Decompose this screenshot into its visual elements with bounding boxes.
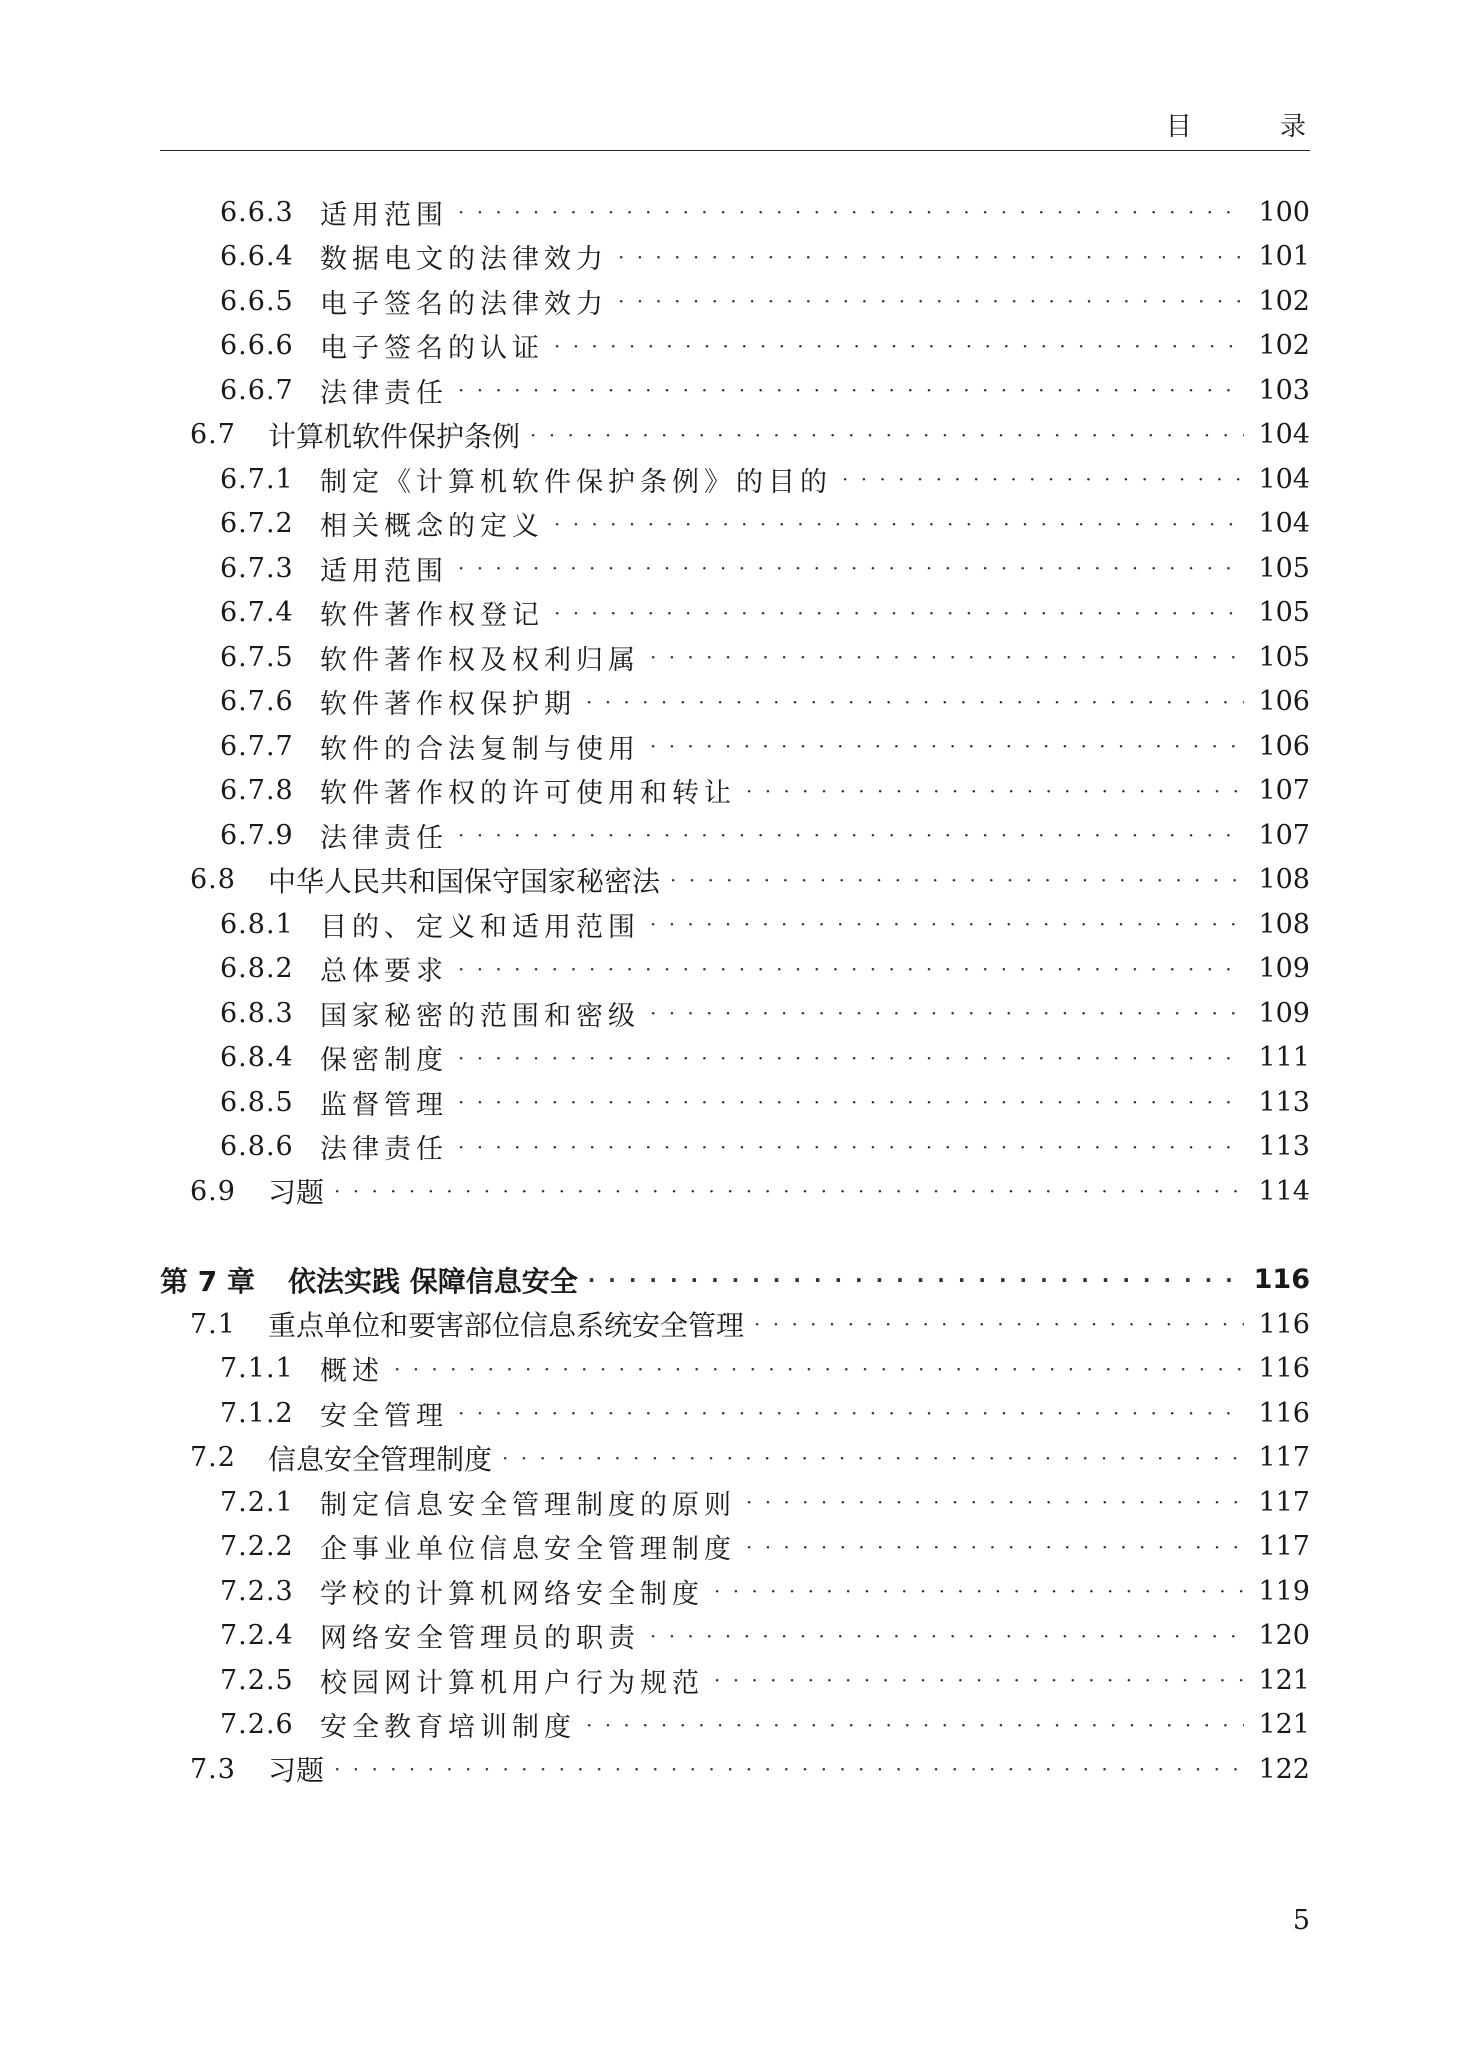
toc-entry-page: 109 <box>1258 953 1310 985</box>
dot-leader <box>458 378 1244 402</box>
toc-entry-title: 信息安全管理制度 <box>268 1442 493 1476</box>
toc-entry-title: 概述 <box>320 1356 384 1388</box>
toc-subsection-entry[interactable] <box>160 368 1310 413</box>
toc-subsection-entry[interactable] <box>160 680 1310 725</box>
toc-entry-title: 适用范围 <box>320 555 448 587</box>
toc-subsection-entry[interactable] <box>160 1614 1310 1659</box>
toc-subsection-entry[interactable] <box>160 1080 1310 1125</box>
table-of-contents <box>160 190 1310 1792</box>
toc-entry-page: 121 <box>1258 1664 1310 1696</box>
toc-section-entry[interactable] <box>160 1436 1310 1481</box>
toc-entry-page: 105 <box>1258 552 1310 584</box>
toc-subsection-entry[interactable] <box>160 1525 1310 1570</box>
toc-entry-number: 7.2 <box>190 1442 236 1474</box>
toc-entry-title: 监督管理 <box>320 1089 448 1121</box>
toc-entry-page: 104 <box>1258 463 1310 495</box>
toc-subsection-entry[interactable] <box>160 1480 1310 1525</box>
toc-entry-number: 6.7 <box>190 419 236 451</box>
dot-leader <box>746 779 1244 803</box>
dot-leader <box>714 1579 1244 1603</box>
toc-entry-page: 104 <box>1258 508 1310 540</box>
toc-entry-title: 中华人民共和国保守国家秘密法 <box>268 864 661 898</box>
toc-entry-number: 6.8 <box>190 864 236 896</box>
toc-entry-title: 网络安全管理员的职责 <box>320 1623 640 1655</box>
toc-entry-number: 6.6.6 <box>220 330 294 362</box>
toc-entry-number: 6.7.3 <box>220 552 294 584</box>
toc-entry-number: 7.2.4 <box>220 1620 294 1652</box>
dot-leader <box>746 1535 1244 1559</box>
toc-entry-number: 第 7 章 <box>160 1264 255 1298</box>
toc-entry-page: 107 <box>1258 819 1310 851</box>
toc-entry-page: 122 <box>1258 1753 1310 1785</box>
dot-leader <box>586 1713 1244 1737</box>
toc-section-entry[interactable] <box>160 1302 1310 1347</box>
dot-leader <box>650 1624 1244 1648</box>
toc-entry-page: 105 <box>1258 641 1310 673</box>
toc-entry-title: 学校的计算机网络安全制度 <box>320 1578 704 1610</box>
dot-leader <box>670 868 1244 892</box>
toc-subsection-entry[interactable] <box>160 635 1310 680</box>
toc-entry-page: 117 <box>1258 1531 1310 1563</box>
toc-entry-title: 软件的合法复制与使用 <box>320 733 640 765</box>
dot-leader <box>458 1090 1244 1114</box>
toc-subsection-entry[interactable] <box>160 724 1310 769</box>
toc-entry-title: 相关概念的定义 <box>320 511 544 543</box>
dot-leader <box>530 423 1244 447</box>
toc-entry-number: 7.2.5 <box>220 1664 294 1696</box>
toc-entry-page: 117 <box>1258 1486 1310 1518</box>
toc-entry-number: 6.7.9 <box>220 819 294 851</box>
toc-entry-page: 121 <box>1258 1709 1310 1741</box>
toc-subsection-entry[interactable] <box>160 1036 1310 1081</box>
dot-leader <box>458 1046 1244 1070</box>
toc-entry-number: 6.7.1 <box>220 463 294 495</box>
toc-subsection-entry[interactable] <box>160 1703 1310 1748</box>
toc-subsection-entry[interactable] <box>160 324 1310 369</box>
toc-section-entry[interactable] <box>160 858 1310 903</box>
dot-leader <box>650 734 1244 758</box>
dot-leader <box>458 1135 1244 1159</box>
toc-subsection-entry[interactable] <box>160 1569 1310 1614</box>
dot-leader <box>842 467 1244 491</box>
toc-section-entry[interactable] <box>160 1747 1310 1792</box>
dot-leader <box>754 1312 1244 1336</box>
toc-entry-title: 习题 <box>268 1754 325 1788</box>
toc-entry-number: 6.8.4 <box>220 1042 294 1074</box>
toc-entry-title: 总体要求 <box>320 956 448 988</box>
toc-subsection-entry[interactable] <box>160 902 1310 947</box>
toc-entry-number: 6.7.7 <box>220 730 294 762</box>
toc-entry-number: 7.3 <box>190 1753 236 1785</box>
dot-leader <box>554 334 1244 358</box>
running-header <box>160 104 1346 151</box>
toc-part-2 <box>160 1302 1310 1792</box>
toc-entry-title: 法律责任 <box>320 377 448 409</box>
page-number: 5 <box>1292 1905 1310 1936</box>
toc-entry-title: 目的、定义和适用范围 <box>320 911 640 943</box>
toc-entry-page: 106 <box>1258 730 1310 762</box>
toc-entry-number: 7.2.1 <box>220 1486 294 1518</box>
toc-entry-number: 7.2.6 <box>220 1709 294 1741</box>
toc-entry-title: 软件著作权保护期 <box>320 689 576 721</box>
dot-leader <box>458 957 1244 981</box>
toc-entry-page: 113 <box>1258 1086 1310 1118</box>
toc-subsection-entry[interactable] <box>160 813 1310 858</box>
toc-entry-number: 6.9 <box>190 1175 236 1207</box>
toc-entry-page: 116 <box>1258 1308 1310 1340</box>
toc-entry-number: 6.7.2 <box>220 508 294 540</box>
toc-subsection-entry[interactable] <box>160 1125 1310 1170</box>
toc-entry-title: 软件著作权登记 <box>320 600 544 632</box>
dot-leader <box>394 1357 1244 1381</box>
toc-entry-title: 企事业单位信息安全管理制度 <box>320 1534 736 1566</box>
toc-entry-title: 计算机软件保护条例 <box>268 419 521 453</box>
toc-subsection-entry[interactable] <box>160 190 1310 235</box>
toc-entry-page: 102 <box>1258 285 1310 317</box>
toc-section-entry[interactable] <box>160 413 1310 458</box>
toc-entry-number: 6.7.4 <box>220 597 294 629</box>
toc-entry-page: 102 <box>1258 330 1310 362</box>
toc-entry-page: 116 <box>1253 1264 1310 1296</box>
header-title: 目 录 <box>1165 112 1346 142</box>
toc-entry-title: 电子签名的法律效力 <box>320 288 608 320</box>
dot-leader <box>334 1179 1244 1203</box>
toc-entry-page: 100 <box>1258 196 1310 228</box>
toc-entry-page: 106 <box>1258 686 1310 718</box>
toc-entry-page: 116 <box>1258 1397 1310 1429</box>
toc-entry-title: 软件著作权及权利归属 <box>320 644 640 676</box>
dot-leader <box>458 1401 1244 1425</box>
toc-subsection-entry[interactable] <box>160 591 1310 636</box>
toc-entry-title: 制定信息安全管理制度的原则 <box>320 1489 736 1521</box>
dot-leader <box>554 601 1244 625</box>
toc-entry-number: 6.6.4 <box>220 241 294 273</box>
toc-subsection-entry[interactable] <box>160 1347 1310 1392</box>
dot-leader <box>650 912 1244 936</box>
toc-subsection-entry[interactable] <box>160 457 1310 502</box>
toc-entry-number: 6.8.1 <box>220 908 294 940</box>
toc-subsection-entry[interactable] <box>160 1391 1310 1436</box>
toc-entry-title: 习题 <box>268 1176 325 1210</box>
toc-entry-number: 6.6.3 <box>220 196 294 228</box>
dot-leader <box>650 1001 1244 1025</box>
toc-entry-title: 安全管理 <box>320 1400 448 1432</box>
toc-subsection-entry[interactable] <box>160 235 1310 280</box>
dot-leader <box>458 823 1244 847</box>
toc-entry-page: 104 <box>1258 419 1310 451</box>
toc-entry-title: 制定《计算机软件保护条例》的目的 <box>320 466 832 498</box>
toc-entry-title: 法律责任 <box>320 822 448 854</box>
toc-entry-page: 101 <box>1258 241 1310 273</box>
dot-leader <box>588 1268 1244 1292</box>
toc-entry-number: 7.1.1 <box>220 1353 294 1385</box>
toc-subsection-entry[interactable] <box>160 947 1310 992</box>
toc-entry-page: 103 <box>1258 374 1310 406</box>
toc-entry-number: 7.1 <box>190 1308 236 1340</box>
toc-entry-page: 107 <box>1258 775 1310 807</box>
toc-entry-title: 法律责任 <box>320 1134 448 1166</box>
toc-entry-number: 6.8.6 <box>220 1131 294 1163</box>
toc-entry-title: 安全教育培训制度 <box>320 1712 576 1744</box>
toc-entry-page: 119 <box>1258 1575 1310 1607</box>
toc-entry-number: 6.7.6 <box>220 686 294 718</box>
dot-leader <box>458 200 1244 224</box>
dot-leader <box>618 289 1244 313</box>
toc-subsection-entry[interactable] <box>160 769 1310 814</box>
toc-entry-number: 6.8.2 <box>220 953 294 985</box>
toc-entry-page: 108 <box>1258 864 1310 896</box>
toc-entry-title: 软件著作权的许可使用和转让 <box>320 778 736 810</box>
toc-entry-number: 7.1.2 <box>220 1397 294 1429</box>
toc-entry-title: 校园网计算机用户行为规范 <box>320 1667 704 1699</box>
toc-entry-number: 6.8.5 <box>220 1086 294 1118</box>
toc-entry-number: 6.6.7 <box>220 374 294 406</box>
toc-subsection-entry[interactable] <box>160 502 1310 547</box>
toc-entry-page: 111 <box>1258 1042 1310 1074</box>
toc-entry-page: 113 <box>1258 1131 1310 1163</box>
toc-chapter-entry[interactable] <box>160 1258 1310 1303</box>
dot-leader <box>554 512 1244 536</box>
toc-entry-number: 6.7.8 <box>220 775 294 807</box>
toc-entry-page: 114 <box>1258 1175 1310 1207</box>
toc-entry-number: 6.6.5 <box>220 285 294 317</box>
dot-leader <box>334 1757 1244 1781</box>
toc-entry-title: 重点单位和要害部位信息系统安全管理 <box>268 1309 745 1343</box>
toc-entry-title: 适用范围 <box>320 199 448 231</box>
toc-entry-title: 电子签名的认证 <box>320 333 544 365</box>
dot-leader <box>746 1490 1244 1514</box>
toc-part-1 <box>160 190 1310 1214</box>
toc-entry-page: 116 <box>1258 1353 1310 1385</box>
toc-entry-title: 国家秘密的范围和密级 <box>320 1000 640 1032</box>
toc-section-entry[interactable] <box>160 1169 1310 1214</box>
toc-entry-number: 7.2.3 <box>220 1575 294 1607</box>
toc-entry-number: 7.2.2 <box>220 1531 294 1563</box>
dot-leader <box>586 690 1244 714</box>
toc-entry-title: 保密制度 <box>320 1045 448 1077</box>
dot-leader <box>458 556 1244 580</box>
toc-entry-title: 依法实践 保障信息安全 <box>288 1264 578 1298</box>
toc-entry-title: 数据电文的法律效力 <box>320 244 608 276</box>
toc-subsection-entry[interactable] <box>160 279 1310 324</box>
toc-entry-page: 105 <box>1258 597 1310 629</box>
dot-leader <box>502 1446 1244 1470</box>
toc-subsection-entry[interactable] <box>160 991 1310 1036</box>
toc-entry-number: 6.8.3 <box>220 997 294 1029</box>
toc-subsection-entry[interactable] <box>160 546 1310 591</box>
toc-entry-page: 109 <box>1258 997 1310 1029</box>
toc-subsection-entry[interactable] <box>160 1658 1310 1703</box>
toc-entry-page: 117 <box>1258 1442 1310 1474</box>
toc-entry-page: 108 <box>1258 908 1310 940</box>
toc-entry-number: 6.7.5 <box>220 641 294 673</box>
dot-leader <box>618 245 1244 269</box>
dot-leader <box>650 645 1244 669</box>
dot-leader <box>714 1668 1244 1692</box>
toc-entry-page: 120 <box>1258 1620 1310 1652</box>
